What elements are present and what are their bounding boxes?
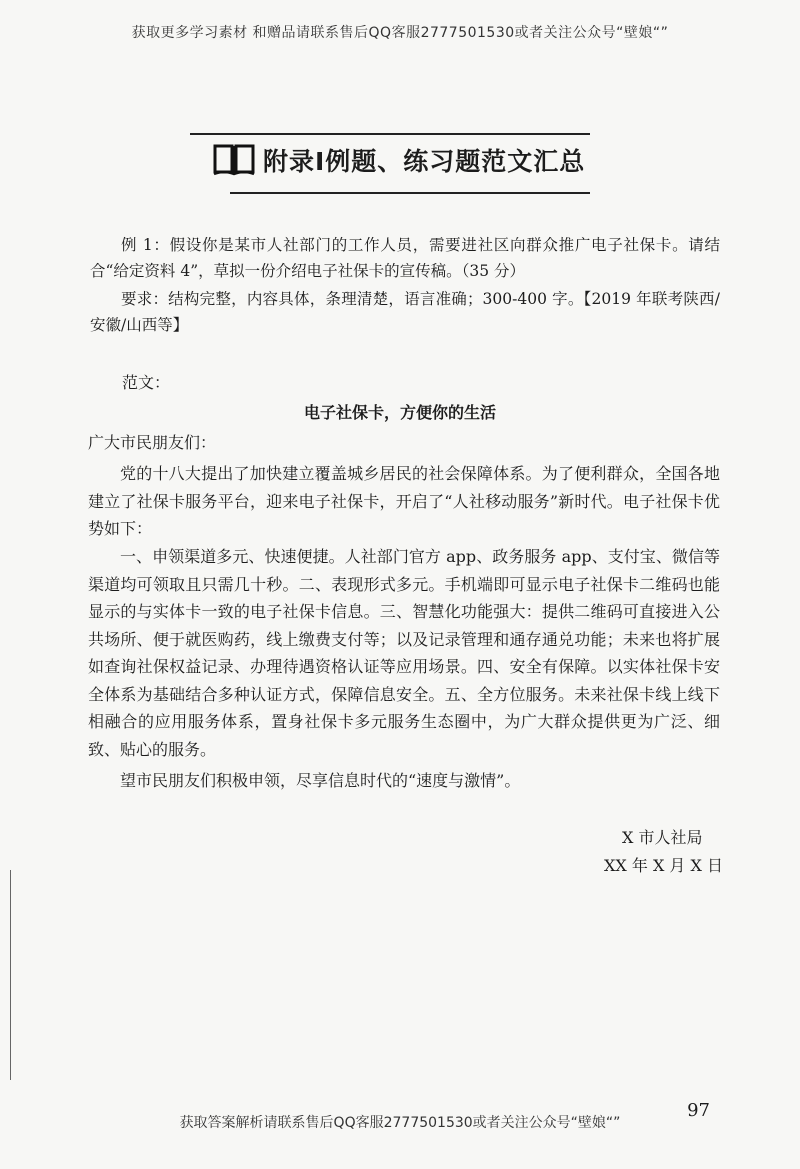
scan-edge-line [10,870,11,1080]
header-banner: 获取更多学习素材 和赠品请联系售后QQ客服2777501530或者关注公众号“壁娘“” [131,25,669,41]
sample-label: 范文： [122,373,171,392]
essay-paragraph-3: 望市民朋友们积极申领，尽享信息时代的“速度与激情”。 [120,771,521,790]
page-title: 附录Ⅰ例题、练习题范文汇总 [263,147,586,176]
essay-paragraph-2: 一、申领渠道多元、快速便捷。人社部门官方 app、政务服务 app、支付宝、微信等渠道均可领取且只需几十秒。二、表现形式多元。手机端即可显示电子社保卡二维码也能显示的与实体卡一致的电子社保卡信息。三、智慧化功能强大：提供二维码可直接进入公共场所、便于就医购药，线上缴费支付等；以及记录管理和通存通兑功能；未来也将扩展如查询社保权益记录、办理待遇资格认证等应用场景。四、安全有保障。以实体社保卡安全体系为基础结合多种认证方式，保障信息安全。五、全方位服务。未来社保卡线上线下相融合的应用服务体系，置身社保卡多元服务生态圈中，为广大群众提供更为广泛、细致、贴心的服务。 [88,547,720,759]
essay-signature: X 市人社局 [622,828,703,847]
essay-title: 电子社保卡，方便你的生活 [303,403,496,422]
essay-date: XX 年 X 月 X 日 [604,856,723,875]
example-prompt: 例 1：假设你是某市人社部门的工作人员，需要进社区向群众推广电子社保卡。请结合“给定资料 4”，草拟一份介绍电子社保卡的宣传稿。（35 分） [90,236,720,280]
title-top-rule [190,133,590,135]
essay-greeting: 广大市民朋友们： [88,433,217,452]
title-bottom-rule [230,192,590,194]
footer-banner: 获取答案解析请联系售后QQ客服2777501530或者关注公众号“壁娘“” [179,1115,621,1131]
section-title [213,140,585,180]
example-requirement: 要求：结构完整，内容具体，条理清楚，语言准确；300-400 字。【2019 年联考陕西/安徽/山西等】 [90,290,720,334]
book-icon [213,143,255,177]
page-number: 97 [687,1100,710,1121]
essay-paragraph-1: 党的十八大提出了加快建立覆盖城乡居民的社会保障体系。为了便利群众，全国各地建立了社保卡服务平台，迎来电子社保卡，开启了“人社移动服务”新时代。电子社保卡优势如下： [88,464,720,538]
